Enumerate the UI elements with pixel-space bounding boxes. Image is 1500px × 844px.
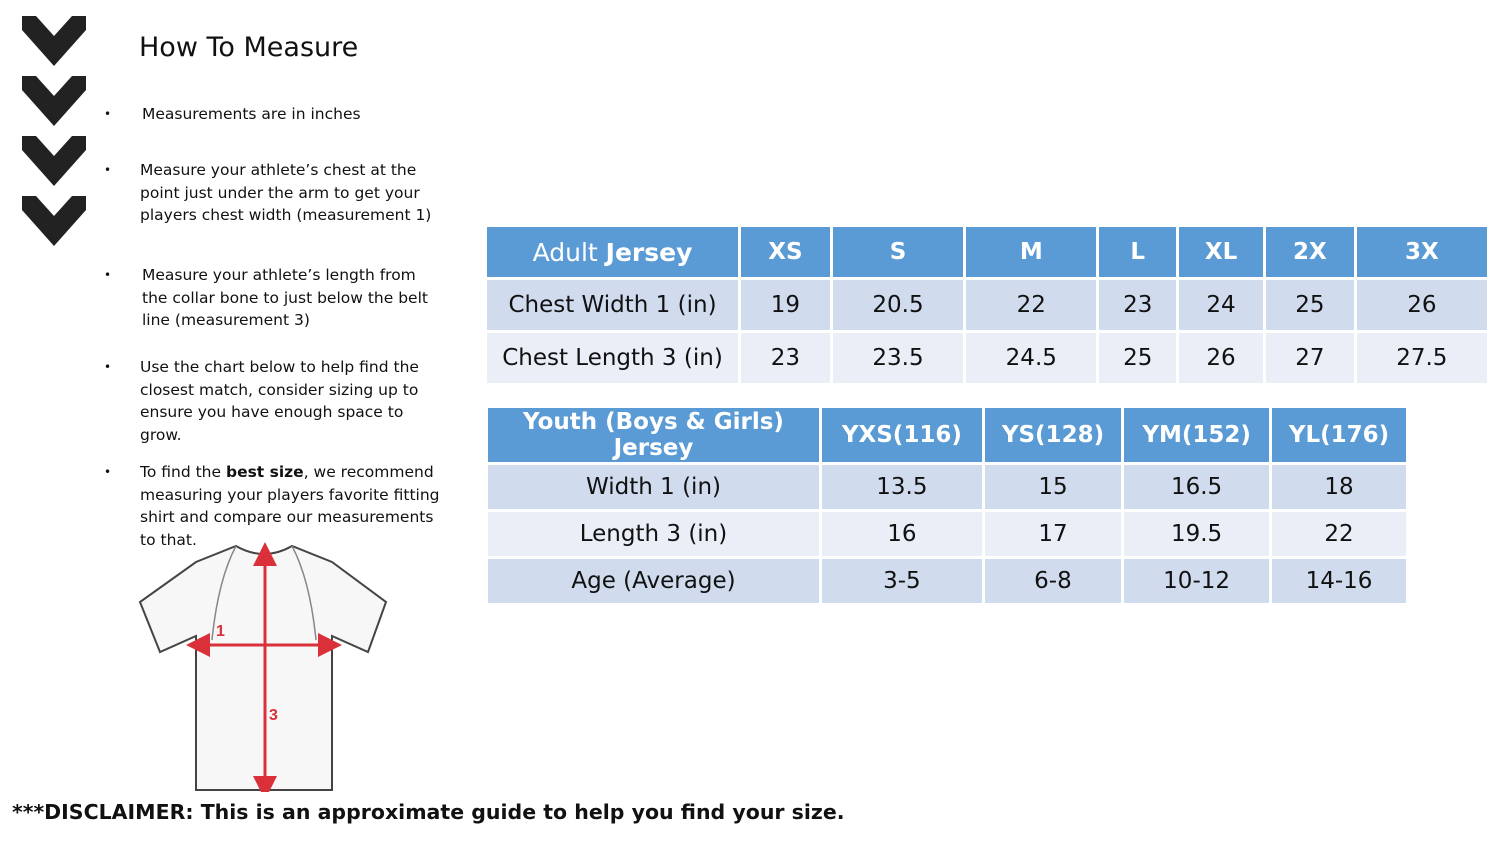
bullet-icon: • <box>104 107 112 121</box>
list-item-text: To find the best size, we recommend measuring your players favorite fitting shirt and compare our measurements to that. <box>140 463 440 549</box>
table-cell: 23 <box>1099 280 1176 330</box>
table-cell: 26 <box>1179 333 1263 383</box>
table-cell: 27.5 <box>1357 333 1487 383</box>
table-cell: 22 <box>1272 512 1406 556</box>
table-cell: 18 <box>1272 465 1406 509</box>
table-header-row <box>488 408 1406 462</box>
table-row <box>488 559 1406 603</box>
youth-size-table <box>485 405 1409 606</box>
table-row <box>487 280 1487 330</box>
table-cell: 3-5 <box>822 559 982 603</box>
table-cell: 26 <box>1357 280 1487 330</box>
table-header-cell: YXS(116) <box>822 408 982 462</box>
table-cell: 25 <box>1099 333 1176 383</box>
table-header-cell: M <box>966 227 1096 277</box>
table-header-cell: XS <box>741 227 830 277</box>
table-cell: 17 <box>985 512 1122 556</box>
table-cell: 16 <box>822 512 982 556</box>
table-header-cell: XL <box>1179 227 1263 277</box>
disclaimer-text: ***DISCLAIMER: This is an approximate guide to help you find your size. <box>12 800 845 824</box>
list-item-text: Measurements are in inches <box>142 105 361 123</box>
bullet-icon: • <box>104 163 112 177</box>
chevron-down-icon <box>22 196 86 246</box>
table-cell: Length 3 (in) <box>488 512 819 556</box>
bullet-icon: • <box>104 360 112 374</box>
table-cell: 22 <box>966 280 1096 330</box>
bullet-icon: • <box>104 465 112 479</box>
table-cell: 15 <box>985 465 1122 509</box>
bullet-icon: • <box>104 268 112 282</box>
table-cell: 14-16 <box>1272 559 1406 603</box>
table-header-cell: YS(128) <box>985 408 1122 462</box>
chevron-down-icon <box>22 76 86 126</box>
table-cell: 20.5 <box>833 280 963 330</box>
table-row <box>488 512 1406 556</box>
table-cell: 13.5 <box>822 465 982 509</box>
table-row <box>488 465 1406 509</box>
table-header-cell: S <box>833 227 963 277</box>
table-cell: 10-12 <box>1124 559 1269 603</box>
table-cell: 19.5 <box>1124 512 1269 556</box>
table-header-cell: Youth (Boys & Girls) Jersey <box>488 408 819 462</box>
table-cell: Age (Average) <box>488 559 819 603</box>
table-header-cell: YL(176) <box>1272 408 1406 462</box>
table-header-row <box>487 227 1487 277</box>
table-cell: 6-8 <box>985 559 1122 603</box>
length-label: 3 <box>269 707 278 724</box>
shirt-outline <box>140 546 386 790</box>
chevron-down-icon <box>22 16 86 66</box>
table-cell: 24 <box>1179 280 1263 330</box>
table-cell: 16.5 <box>1124 465 1269 509</box>
page-title: How To Measure <box>139 32 359 63</box>
chevron-down-icon-stack <box>22 16 86 256</box>
chevron-down-icon <box>22 136 86 186</box>
list-item-text: Use the chart below to help find the closest match, consider sizing up to ensure you have enough space to grow. <box>140 358 419 444</box>
table-cell: 19 <box>741 280 830 330</box>
table-cell: Chest Width 1 (in) <box>487 280 738 330</box>
table-cell: Width 1 (in) <box>488 465 819 509</box>
table-cell: 23 <box>741 333 830 383</box>
table-cell: 24.5 <box>966 333 1096 383</box>
list-item-text: Measure your athlete’s chest at the point just under the arm to get your players chest width (measurement 1) <box>140 161 432 224</box>
table-cell: 27 <box>1266 333 1354 383</box>
table-cell: Chest Length 3 (in) <box>487 333 738 383</box>
table-header-cell: Adult Jersey <box>487 227 738 277</box>
table-header-cell: L <box>1099 227 1176 277</box>
table-header-cell: 2X <box>1266 227 1354 277</box>
shirt-measurement-diagram <box>138 540 390 792</box>
list-item-text: Measure your athlete’s length from the collar bone to just below the belt line (measurement 3) <box>142 266 428 329</box>
table-header-cell: YM(152) <box>1124 408 1269 462</box>
table-row <box>487 333 1487 383</box>
table-cell: 23.5 <box>833 333 963 383</box>
width-label: 1 <box>216 623 225 640</box>
table-cell: 25 <box>1266 280 1354 330</box>
adult-size-table <box>484 224 1490 386</box>
table-header-cell: 3X <box>1357 227 1487 277</box>
